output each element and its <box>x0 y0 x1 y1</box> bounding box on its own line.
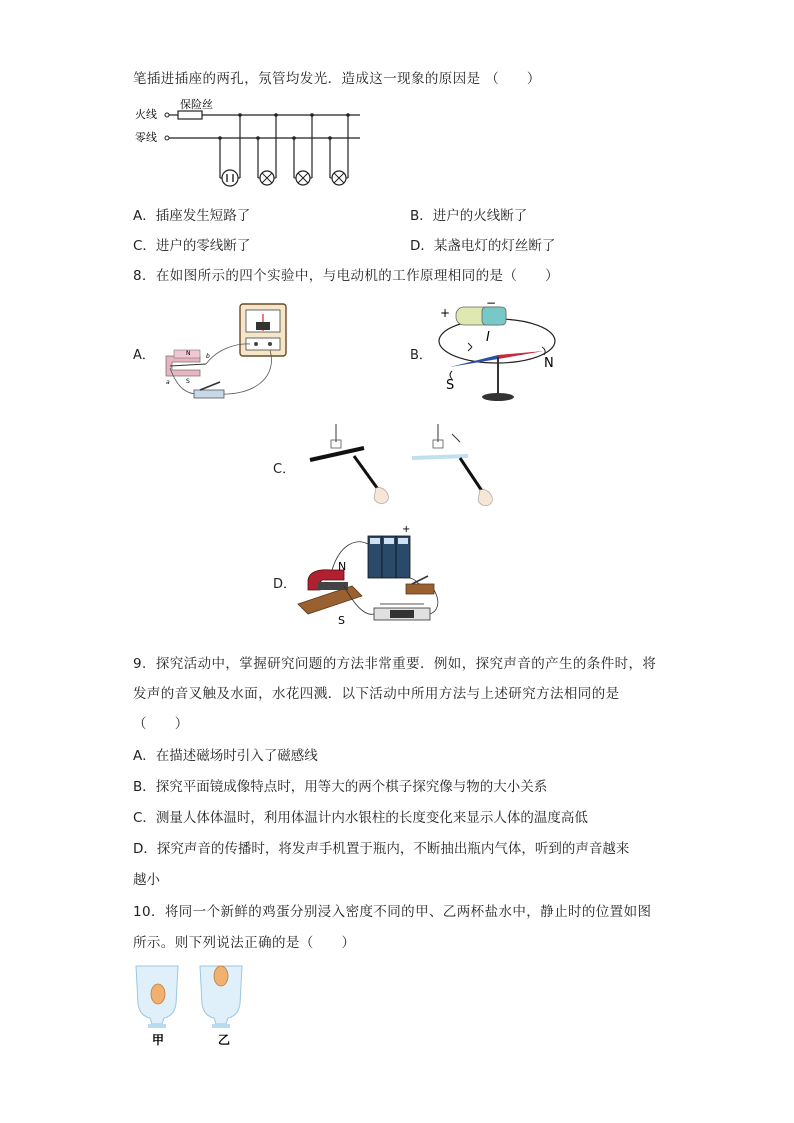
egg-floating-icon <box>214 966 228 986</box>
cup-yi-icon <box>200 966 242 1028</box>
q10-stem-line-2: 所示。则下列说法正确的是（ ） <box>133 935 356 951</box>
q9-stem-line-1: 9．探究活动中，掌握研究问题的方法非常重要．例如，探究声音的产生的条件时，将 <box>133 656 657 672</box>
hand-icon <box>374 488 388 504</box>
svg-text:S: S <box>186 378 190 385</box>
live-wire-label: 火线 <box>135 108 157 121</box>
q9-option-d-continued: 越小 <box>133 872 160 888</box>
neutral-wire-label: 零线 <box>135 131 157 144</box>
switch-icon <box>406 584 434 594</box>
q8-label-a: A． <box>133 348 155 363</box>
switch-icon <box>194 390 224 398</box>
q10-stem-line-1: 10．将同一个新鲜的鸡蛋分别浸入密度不同的甲、乙两杯盐水中，静止时的位置如图 <box>133 904 652 920</box>
q9-option-b: B．探究平面镜成像特点时，用等大的两个棋子探究像与物的大小关系 <box>133 779 548 795</box>
svg-text:S: S <box>338 614 345 627</box>
fuse-label: 保险丝 <box>180 98 213 111</box>
q8-label-c: C． <box>273 462 296 477</box>
cup-label-yi: 乙 <box>218 1033 231 1047</box>
socket-icon <box>222 170 238 186</box>
svg-text:S: S <box>446 378 455 393</box>
q7-stem-tail: 笔插进插座的两孔，氖管均发光．造成这一现象的原因是 （ ） <box>133 71 541 87</box>
q10-saltwater-cups-figure <box>130 960 250 1048</box>
egg-sunk-icon <box>151 984 165 1004</box>
q7-option-c: C．进户的零线断了 <box>133 238 251 254</box>
q7-option-b: B．进户的火线断了 <box>410 208 528 224</box>
lamp-1-icon <box>256 113 278 185</box>
q7-option-a: A．插座发生短路了 <box>133 208 251 224</box>
svg-text:N: N <box>544 356 554 371</box>
svg-text:N: N <box>186 350 191 357</box>
svg-text:+: + <box>402 524 411 535</box>
cup-jia-icon <box>136 966 178 1028</box>
lamp-3-icon <box>328 113 350 185</box>
q7-option-d: D．某盏电灯的灯丝断了 <box>410 238 556 254</box>
q9-option-d: D．探究声音的传播时，将发声手机置于瓶内，不断抽出瓶内气体，听到的声音越来 <box>133 841 630 857</box>
q9-option-a: A．在描述磁场时引入了磁感线 <box>133 748 318 764</box>
svg-text:−: − <box>486 296 497 310</box>
svg-text:N: N <box>338 560 347 573</box>
q8-label-b: B． <box>410 348 432 363</box>
svg-text:I: I <box>486 330 490 345</box>
q9-stem-line-2: 发声的音叉触及水面，水花四溅．以下活动中所用方法与上述研究方法相同的是 <box>133 686 620 702</box>
q7-household-circuit-diagram <box>130 98 370 193</box>
q8-figure-d-motor-experiment <box>296 524 446 634</box>
q8-figure-a-electromagnetic-induction <box>158 298 298 406</box>
svg-text:a: a <box>166 379 170 386</box>
q8-label-d: D． <box>273 577 297 592</box>
q8-figure-c-rod-experiment <box>300 420 510 512</box>
lamp-2-icon <box>292 113 314 185</box>
cup-label-jia: 甲 <box>152 1033 165 1047</box>
q9-stem-line-3: （ ） <box>133 716 189 732</box>
q8-stem: 8．在如图所示的四个实验中，与电动机的工作原理相同的是（ ） <box>133 268 559 284</box>
battery-pack-icon <box>368 536 410 578</box>
q9-option-c: C．测量人体体温时，利用体温计内水银柱的长度变化来显示人体的温度高低 <box>133 810 588 826</box>
svg-text:b: b <box>206 353 210 360</box>
q8-figure-b-oersted-experiment <box>432 295 562 407</box>
fuse-symbol <box>178 111 202 119</box>
svg-text:+: + <box>440 306 451 320</box>
